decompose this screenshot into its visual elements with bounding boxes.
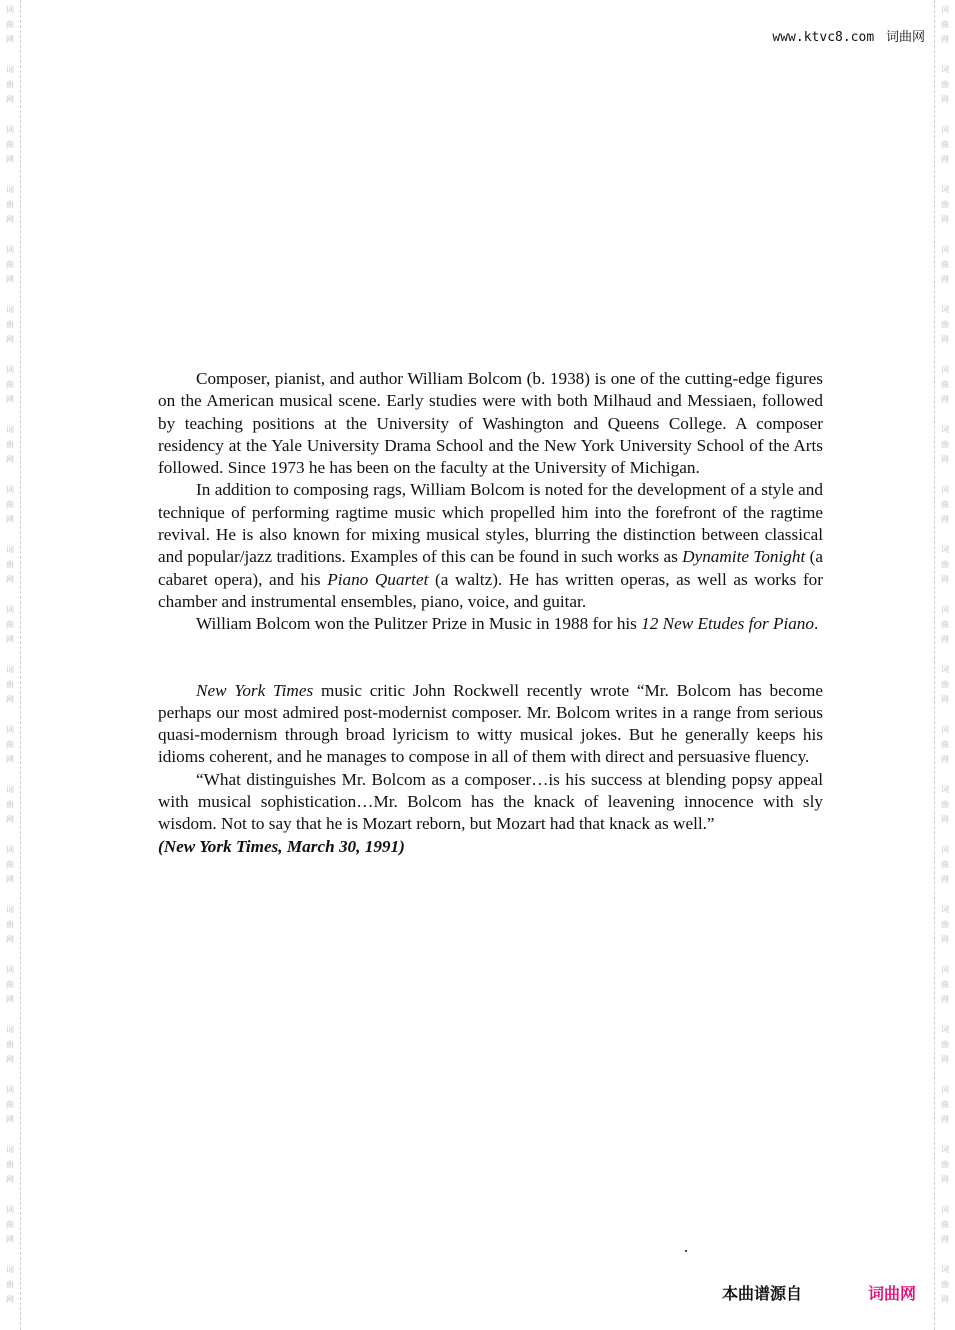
paragraph-p5	[158, 769, 823, 836]
watermark-char: 网	[6, 275, 14, 284]
watermark-char: 网	[6, 35, 14, 44]
watermark-block	[935, 780, 955, 840]
watermark-block	[935, 660, 955, 720]
watermark-char: 网	[941, 395, 949, 404]
paragraph-p4	[158, 680, 823, 769]
watermark-block	[935, 0, 955, 60]
watermark-block	[935, 540, 955, 600]
watermark-char: 网	[941, 35, 949, 44]
watermark-char: 曲	[6, 440, 14, 449]
watermark-char: 词	[6, 485, 14, 494]
footer-source-label: 本曲谱源自	[722, 1284, 803, 1303]
watermark-char: 网	[6, 1235, 14, 1244]
watermark-char: 网	[6, 1115, 14, 1124]
watermark-char: 词	[6, 1025, 14, 1034]
watermark-char: 词	[6, 305, 14, 314]
watermark-char: 词	[941, 905, 949, 914]
watermark-char: 词	[941, 1025, 949, 1034]
watermark-block	[0, 240, 20, 300]
watermark-char: 词	[941, 65, 949, 74]
watermark-char: 词	[6, 365, 14, 374]
watermark-char: 词	[6, 905, 14, 914]
watermark-char: 词	[6, 785, 14, 794]
watermark-char: 网	[941, 1175, 949, 1184]
watermark-char: 曲	[941, 320, 949, 329]
watermark-char: 曲	[941, 500, 949, 509]
watermark-char: 曲	[6, 620, 14, 629]
watermark-block	[935, 1140, 955, 1200]
paragraph-p1	[158, 368, 823, 479]
section-gap	[158, 636, 823, 680]
watermark-char: 曲	[6, 20, 14, 29]
watermark-char: 曲	[6, 1220, 14, 1229]
watermark-char: 网	[941, 875, 949, 884]
watermark-char: 曲	[6, 860, 14, 869]
watermark-char: 词	[941, 1085, 949, 1094]
text-run: Composer, pianist, and author William Bolcom (b. 1938) is one of the cutting-edge figures on the American musical scene. Early studies were with both Milhaud and Messiaen, followed by teaching positions at the University of Washington and Queens College. A composer residency at the Yale University Drama School and the New York University School of the Arts followed. Since 1973 he has been on the faculty at the University of Michigan.	[158, 369, 823, 478]
watermark-block	[935, 1080, 955, 1140]
watermark-char: 词	[941, 665, 949, 674]
watermark-char: 网	[941, 815, 949, 824]
watermark-char: 词	[941, 305, 949, 314]
watermark-char: 网	[6, 455, 14, 464]
watermark-char: 曲	[6, 380, 14, 389]
italic-title: Piano Quartet	[327, 569, 429, 589]
watermark-block	[0, 720, 20, 780]
watermark-char: 曲	[6, 200, 14, 209]
watermark-char: 网	[6, 755, 14, 764]
watermark-block	[0, 360, 20, 420]
site-name[interactable]: 词曲网	[885, 30, 925, 45]
watermark-char: 曲	[941, 20, 949, 29]
watermark-char: 网	[941, 635, 949, 644]
watermark-block	[935, 1260, 955, 1320]
watermark-char: 网	[6, 95, 14, 104]
watermark-char: 网	[6, 335, 14, 344]
watermark-char: 曲	[6, 920, 14, 929]
watermark-char: 曲	[941, 920, 949, 929]
italic-title: New York Times	[196, 680, 314, 700]
site-url[interactable]: www.ktvc8.com	[772, 30, 875, 45]
watermark-block	[0, 1020, 20, 1080]
watermark-char: 网	[6, 395, 14, 404]
text-run: .	[814, 614, 819, 634]
watermark-block	[935, 180, 955, 240]
watermark-block	[935, 720, 955, 780]
watermark-block	[0, 420, 20, 480]
watermark-char: 词	[941, 485, 949, 494]
watermark-char: 网	[6, 995, 14, 1004]
watermark-block	[0, 960, 20, 1020]
watermark-block	[935, 1020, 955, 1080]
watermark-char: 网	[941, 755, 949, 764]
watermark-char: 词	[6, 1205, 14, 1214]
watermark-char: 词	[6, 605, 14, 614]
watermark-char: 曲	[941, 860, 949, 869]
watermark-char: 词	[6, 545, 14, 554]
watermark-char: 网	[941, 515, 949, 524]
watermark-char: 曲	[941, 620, 949, 629]
watermark-char: 曲	[941, 1280, 949, 1289]
watermark-block	[0, 180, 20, 240]
watermark-char: 曲	[941, 980, 949, 989]
watermark-char: 曲	[941, 140, 949, 149]
citation: (New York Times, March 30, 1991)	[158, 836, 405, 856]
text-run: William Bolcom won the Pulitzer Prize in Music in 1988 for his	[196, 614, 642, 634]
watermark-char: 曲	[941, 1220, 949, 1229]
italic-title: 12 New Etudes for Piano	[641, 614, 814, 634]
watermark-block	[0, 300, 20, 360]
watermark-char: 曲	[941, 380, 949, 389]
watermark-char: 词	[6, 1265, 14, 1274]
watermark-char: 词	[941, 1265, 949, 1274]
watermark-char: 词	[6, 65, 14, 74]
watermark-char: 曲	[6, 1100, 14, 1109]
watermark-char: 曲	[941, 1040, 949, 1049]
watermark-char: 网	[6, 815, 14, 824]
watermark-block	[935, 360, 955, 420]
watermark-block	[935, 120, 955, 180]
watermark-block	[0, 120, 20, 180]
text-run: (a waltz). He has written operas, as well as works for chamber and instrumental ensembles, piano, voice, and guitar.	[158, 569, 823, 611]
watermark-char: 曲	[941, 80, 949, 89]
watermark-block	[935, 480, 955, 540]
watermark-char: 词	[941, 365, 949, 374]
watermark-char: 词	[941, 5, 949, 14]
watermark-char: 曲	[6, 980, 14, 989]
watermark-char: 词	[941, 1145, 949, 1154]
watermark-char: 词	[6, 845, 14, 854]
watermark-char: 曲	[941, 800, 949, 809]
watermark-char: 词	[941, 245, 949, 254]
watermark-block	[0, 0, 20, 60]
watermark-char: 曲	[6, 560, 14, 569]
watermark-char: 曲	[941, 680, 949, 689]
text-run: In addition to composing rags, William Bolcom is noted for the development of a style and technique of performing ragtime music which propelled him into the forefront of the ragtime revival. He is also known for mixing musical styles, blurring the distinction between classical and popular/jazz traditions. Examples of this can be found in such works as	[158, 480, 823, 567]
watermark-char: 网	[6, 575, 14, 584]
watermark-char: 词	[941, 185, 949, 194]
watermark-char: 曲	[6, 500, 14, 509]
watermark-block	[0, 660, 20, 720]
watermark-char: 网	[6, 1175, 14, 1184]
watermark-block	[935, 840, 955, 900]
italic-title: Dynamite Tonight	[682, 547, 806, 567]
watermark-char: 网	[6, 635, 14, 644]
watermark-char: 曲	[941, 1100, 949, 1109]
watermark-block	[0, 60, 20, 120]
watermark-char: 词	[941, 125, 949, 134]
paragraph-p2	[158, 479, 823, 613]
watermark-char: 网	[941, 1295, 949, 1304]
watermark-char: 词	[6, 965, 14, 974]
watermark-char: 曲	[6, 80, 14, 89]
watermark-block	[0, 600, 20, 660]
watermark-block	[0, 1260, 20, 1320]
watermark-char: 词	[941, 605, 949, 614]
watermark-char: 词	[941, 845, 949, 854]
watermark-block	[0, 1200, 20, 1260]
watermark-char: 网	[941, 695, 949, 704]
watermark-char: 词	[941, 545, 949, 554]
watermark-block	[0, 540, 20, 600]
watermark-block	[935, 60, 955, 120]
watermark-char: 网	[941, 1115, 949, 1124]
watermark-block	[0, 1080, 20, 1140]
watermark-char: 网	[6, 215, 14, 224]
watermark-char: 词	[6, 1085, 14, 1094]
watermark-char: 词	[6, 665, 14, 674]
watermark-char: 网	[6, 155, 14, 164]
watermark-char: 词	[6, 425, 14, 434]
watermark-char: 网	[941, 1055, 949, 1064]
watermark-char: 网	[6, 515, 14, 524]
watermark-char: 网	[6, 1055, 14, 1064]
watermark-char: 词	[6, 725, 14, 734]
watermark-block	[935, 1200, 955, 1260]
watermark-char: 词	[941, 725, 949, 734]
biography-text	[158, 368, 823, 858]
watermark-char: 曲	[941, 260, 949, 269]
watermark-char: 曲	[6, 1040, 14, 1049]
watermark-block	[0, 1140, 20, 1200]
watermark-block	[0, 780, 20, 840]
watermark-char: 曲	[6, 260, 14, 269]
paragraph-p3	[158, 613, 823, 635]
stray-dot	[685, 1250, 687, 1252]
watermark-char: 词	[6, 185, 14, 194]
watermark-char: 网	[941, 575, 949, 584]
watermark-char: 网	[941, 935, 949, 944]
watermark-char: 网	[6, 875, 14, 884]
watermark-char: 词	[6, 1145, 14, 1154]
watermark-char: 网	[941, 95, 949, 104]
watermark-char: 网	[941, 455, 949, 464]
watermark-block	[0, 900, 20, 960]
watermark-block	[0, 480, 20, 540]
watermark-char: 网	[941, 155, 949, 164]
watermark-char: 网	[6, 935, 14, 944]
watermark-char: 曲	[941, 740, 949, 749]
watermark-char: 曲	[6, 320, 14, 329]
watermark-char: 曲	[6, 1280, 14, 1289]
watermark-char: 曲	[6, 800, 14, 809]
left-watermark-strip	[0, 0, 21, 1330]
watermark-char: 词	[941, 425, 949, 434]
watermark-char: 网	[941, 215, 949, 224]
watermark-block	[0, 840, 20, 900]
site-header[interactable]	[772, 26, 925, 45]
watermark-char: 词	[941, 785, 949, 794]
watermark-char: 网	[941, 1235, 949, 1244]
watermark-char: 词	[6, 5, 14, 14]
footer-brand[interactable]: 词曲网	[868, 1284, 917, 1303]
watermark-char: 曲	[941, 200, 949, 209]
watermark-char: 网	[6, 695, 14, 704]
watermark-char: 曲	[941, 440, 949, 449]
watermark-char: 词	[941, 965, 949, 974]
text-run: (a cabaret opera), and his	[158, 547, 823, 589]
watermark-char: 网	[941, 335, 949, 344]
text-run: music critic John Rockwell recently wrote “Mr. Bolcom has become perhaps our most admired post-modernist composer. Mr. Bolcom writes in a range from serious quasi-modernism through broad lyricism to witty musical jokes. But he generally keeps his idioms coherent, and he manages to compose in all of them with direct and persuasive fluency.	[158, 680, 824, 767]
watermark-char: 网	[941, 995, 949, 1004]
watermark-block	[935, 420, 955, 480]
watermark-block	[935, 600, 955, 660]
watermark-char: 曲	[6, 680, 14, 689]
watermark-char: 词	[941, 1205, 949, 1214]
watermark-char: 网	[941, 275, 949, 284]
watermark-char: 曲	[6, 740, 14, 749]
watermark-char: 网	[6, 1295, 14, 1304]
watermark-block	[935, 960, 955, 1020]
watermark-block	[935, 240, 955, 300]
text-run: “What distinguishes Mr. Bolcom as a composer…is his success at blending popsy appeal with musical sophistication…Mr. Bolcom has the knack of leavening innocence with sly wisdom. Not to say that he is Mozart reborn, but Mozart had that knack as well.”	[158, 769, 823, 834]
watermark-block	[935, 900, 955, 960]
watermark-block	[935, 300, 955, 360]
watermark-char: 曲	[6, 140, 14, 149]
watermark-char: 曲	[941, 1160, 949, 1169]
watermark-char: 词	[6, 245, 14, 254]
watermark-char: 词	[6, 125, 14, 134]
right-watermark-strip	[934, 0, 955, 1330]
watermark-char: 曲	[941, 560, 949, 569]
watermark-char: 曲	[6, 1160, 14, 1169]
